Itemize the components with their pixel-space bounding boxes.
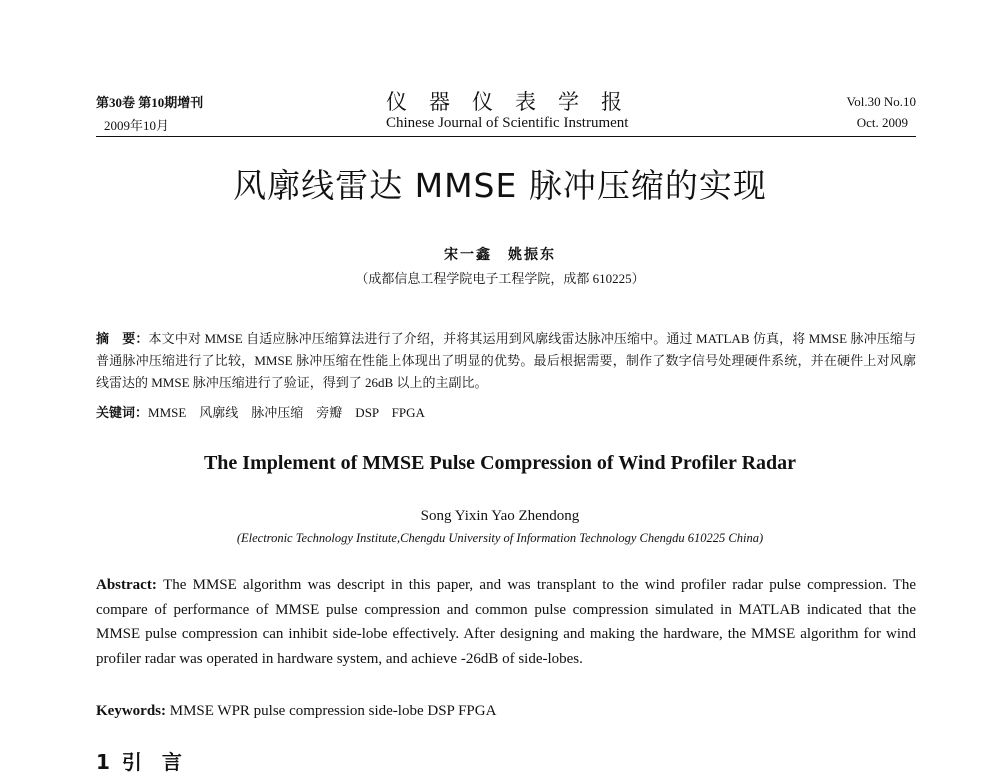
keywords-cn-text: MMSE 风廓线 脉冲压缩 旁瓣 DSP FPGA [148, 405, 425, 420]
abstract-en-text: The MMSE algorithm was descript in this paper, and was transplant to the wind profiler radar pulse compression. The compare of performance of MMSE pulse compression and common pulse compression simulated in MATLAB indicated that the MMSE pulse compression can inhibit side-lobe effectively. After designing and making the hardware, the MMSE algorithm for wind profiler radar was operated in hardware system, and achieve -26dB of side-lobes. [96, 577, 916, 667]
running-header [96, 86, 916, 138]
volume-issue-en: Vol.30 No.10 [846, 94, 916, 109]
authors-cn: 宋一鑫 姚振东 [444, 248, 556, 263]
authors-en: Song Yixin Yao Zhendong [420, 508, 580, 524]
abstract-cn [96, 328, 916, 394]
section-heading [96, 746, 182, 775]
abstract-cn-text: 本文中对 MMSE 自适应脉冲压缩算法进行了介绍，并将其运用到风廓线雷达脉冲压缩中。通过 MATLAB 仿真，将 MMSE 脉冲压缩与普通脉冲压缩进行了比较，MMSE 脉冲压缩在性能上体现出了明显的优势。最后根据需要，制作了数字信号处理硬件系统，并在硬件上对风廓线雷达的 MMSE 脉冲压缩进行了验证，得到了 26dB 以上的主副比。 [96, 331, 916, 390]
affiliation-cn: （成都信息工程学院电子工程学院，成都 610225） [355, 271, 645, 286]
volume-issue-cn: 第30卷 第10期增刊 [96, 95, 204, 110]
date-en: Oct. 2009 [856, 115, 908, 130]
paper-title-cn: 风廓线雷达 MMSE 脉冲压缩的实现 [233, 166, 767, 205]
journal-name-en: Chinese Journal of Scientific Instrument [386, 115, 629, 131]
date-cn: 2009年10月 [104, 118, 170, 133]
keywords-en [96, 700, 916, 722]
section-number: 1 [96, 750, 110, 774]
section-title: 引 言 [121, 750, 182, 774]
keywords-en-text: MMSE WPR pulse compression side-lobe DSP FPGA [169, 703, 497, 719]
abstract-en-label: Abstract: [96, 577, 157, 593]
paper-title-en: The Implement of MMSE Pulse Compression of Wind Profiler Radar [203, 452, 797, 474]
affiliation-en: (Electronic Technology Institute,Chengdu University of Information Technology Chengdu 610225 China) [236, 531, 764, 545]
keywords-cn [96, 402, 916, 424]
abstract-cn-label: 摘 要： [96, 331, 149, 346]
keywords-cn-label: 关键词： [96, 405, 149, 420]
keywords-en-label: Keywords: [96, 703, 166, 719]
journal-name-cn: 仪器仪表学报 [386, 90, 644, 114]
header-rule [96, 136, 916, 137]
abstract-en [96, 573, 916, 671]
